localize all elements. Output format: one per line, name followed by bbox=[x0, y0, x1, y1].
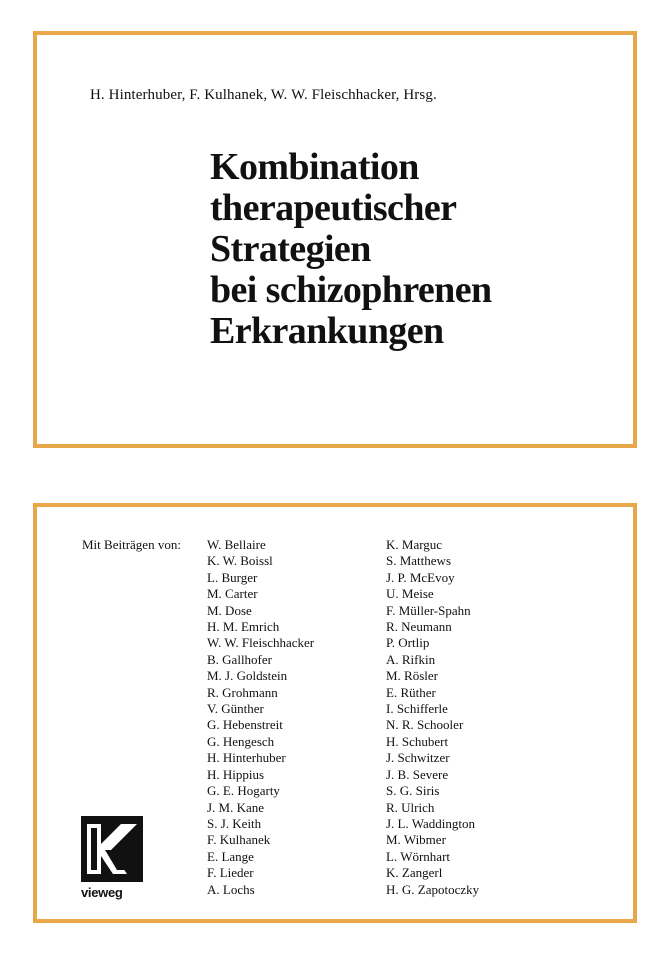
contributor-name: A. Lochs bbox=[207, 881, 255, 897]
book-title bbox=[210, 147, 492, 352]
contributor-name: G. Hebenstreit bbox=[207, 717, 283, 733]
contributor-name: H. G. Zapotoczky bbox=[386, 881, 480, 897]
title-line: bei schizophrenen bbox=[210, 269, 492, 311]
contributors-label: Mit Beiträgen von: bbox=[82, 537, 181, 552]
contributor-name: L. Burger bbox=[207, 569, 258, 585]
contributor-name: H. Hinterhuber bbox=[207, 750, 286, 766]
contributor-name: G. Hengesch bbox=[207, 733, 275, 749]
contributor-name: M. J. Goldstein bbox=[207, 668, 288, 684]
contributor-name: N. R. Schooler bbox=[386, 717, 464, 733]
publisher-logo bbox=[81, 816, 145, 902]
vieweg-logo-icon bbox=[81, 816, 143, 882]
contributor-name: K. Marguc bbox=[386, 537, 443, 552]
contributor-name: H. M. Emrich bbox=[207, 619, 280, 635]
contributors-column-1 bbox=[207, 537, 314, 898]
contributor-name: P. Ortlip bbox=[386, 635, 430, 651]
contributor-name: B. Gallhofer bbox=[207, 651, 272, 667]
title-line: Strategien bbox=[210, 228, 371, 270]
contributor-name: M. Dose bbox=[207, 602, 252, 618]
contributor-name: F. Müller-Spahn bbox=[386, 602, 471, 618]
contributor-name: E. Rüther bbox=[386, 684, 436, 700]
contributor-name: W. W. Fleischhacker bbox=[207, 635, 315, 651]
contributor-name: K. Zangerl bbox=[386, 865, 443, 881]
contributor-name: J. Schwitzer bbox=[386, 750, 450, 766]
title-line: Erkrankungen bbox=[210, 310, 444, 352]
contributor-name: J. P. McEvoy bbox=[386, 569, 455, 585]
title-line: Kombination bbox=[210, 146, 419, 188]
contributor-name: M. Wibmer bbox=[386, 832, 446, 848]
contributor-name: V. Günther bbox=[207, 701, 264, 717]
contributors-column-2 bbox=[386, 537, 479, 898]
contributor-name: F. Lieder bbox=[207, 865, 254, 881]
contributor-name: R. Grohmann bbox=[207, 684, 278, 700]
contributor-name: G. E. Hogarty bbox=[207, 783, 280, 799]
contributor-name: I. Schifferle bbox=[386, 701, 448, 717]
contributor-name: K. W. Boissl bbox=[207, 553, 273, 569]
contributor-name: J. B. Severe bbox=[386, 766, 449, 782]
contributor-name: R. Ulrich bbox=[386, 799, 435, 815]
contributor-name: L. Wörnhart bbox=[386, 848, 451, 864]
contributor-name: A. Rifkin bbox=[386, 651, 436, 667]
contributor-name: J. L. Waddington bbox=[386, 815, 475, 831]
contributor-name: R. Neumann bbox=[386, 619, 452, 635]
publisher-name: vieweg bbox=[81, 885, 123, 900]
contributor-name: W. Bellaire bbox=[207, 537, 266, 552]
contributor-name: H. Schubert bbox=[386, 733, 449, 749]
contributor-name: U. Meise bbox=[386, 586, 434, 602]
contributors-frame bbox=[33, 503, 637, 923]
contributor-name: F. Kulhanek bbox=[207, 832, 271, 848]
contributor-name: J. M. Kane bbox=[207, 799, 265, 815]
title-line: therapeutischer bbox=[210, 187, 457, 229]
contributor-name: M. Rösler bbox=[386, 668, 438, 684]
contributor-name: S. G. Siris bbox=[386, 783, 440, 799]
editors-line: H. Hinterhuber, F. Kulhanek, W. W. Fleischhacker, Hrsg. bbox=[90, 87, 437, 103]
contributor-name: H. Hippius bbox=[207, 766, 265, 782]
contributor-name: M. Carter bbox=[207, 586, 258, 602]
contributor-name: E. Lange bbox=[207, 848, 254, 864]
title-frame bbox=[33, 31, 637, 448]
contributor-name: S. Matthews bbox=[386, 553, 451, 569]
contributor-name: S. J. Keith bbox=[207, 815, 262, 831]
